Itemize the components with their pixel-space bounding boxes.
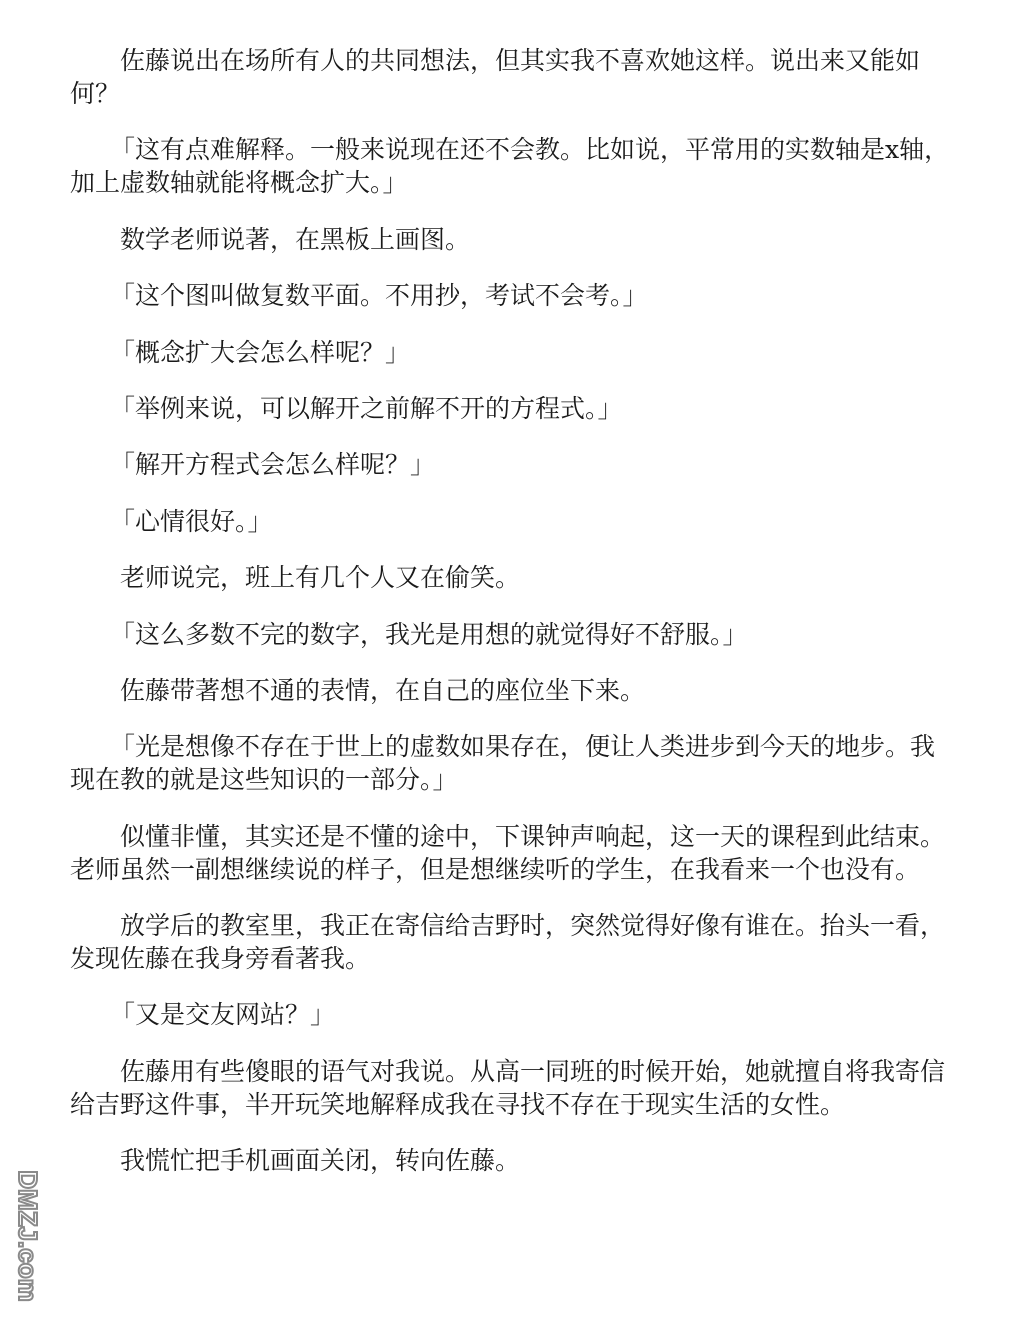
paragraph: 「举例来说，可以解开之前解不开的方程式。」 [110, 393, 623, 423]
paragraph: 老师说完，班上有几个人又在偷笑。 [120, 563, 521, 593]
paragraph: 「这有点难解释。一般来说现在还不会教。比如说，平常用的实数轴是x轴，加上虚数轴就能将概念扩大。」 [70, 135, 950, 198]
paragraph: 「光是想像不存在于世上的虚数如果存在，便让人类进步到今天的地步。我现在教的就是这些知识的一部分。」 [70, 732, 936, 795]
paragraph: 「又是交友网站？」 [110, 1000, 336, 1030]
document-body [70, 44, 950, 1201]
paragraph: 我慌忙把手机画面关闭，转向佐藤。 [120, 1146, 521, 1176]
paragraph: 佐藤说出在场所有人的共同想法，但其实我不喜欢她这样。说出来又能如何？ [70, 46, 921, 108]
paragraph: 「解开方程式会怎么样呢？」 [110, 450, 436, 480]
dmzj-logo-icon [10, 1162, 46, 1310]
paragraph: 似懂非懂，其实还是不懂的途中，下课钟声响起，这一天的课程到此结束。老师虽然一副想继续说的样子，但是想继续听的学生，在我看来一个也没有。 [70, 821, 946, 884]
paragraph: 放学后的教室里，我正在寄信给吉野时，突然觉得好像有谁在。抬头一看，发现佐藤在我身旁看著我。 [70, 911, 946, 974]
paragraph: 「这个图叫做复数平面。不用抄，考试不会考。」 [110, 281, 648, 311]
paragraph: 佐藤用有些傻眼的语气对我说。从高一同班的时候开始，她就擅自将我寄信给吉野这件事，半开玩笑地解释成我在寻找不存在于现实生活的女性。 [70, 1056, 946, 1119]
paragraph: 数学老师说著，在黑板上画图。 [120, 224, 471, 254]
paragraph: 「心情很好。」 [110, 506, 273, 536]
watermark-text: DMZJ.com [13, 1170, 43, 1302]
paragraph: 「概念扩大会怎么样呢？」 [110, 337, 411, 367]
paragraph: 佐藤带著想不通的表情，在自己的座位坐下来。 [120, 675, 646, 705]
paragraph: 「这么多数不完的数字，我光是用想的就觉得好不舒服。」 [110, 619, 748, 649]
